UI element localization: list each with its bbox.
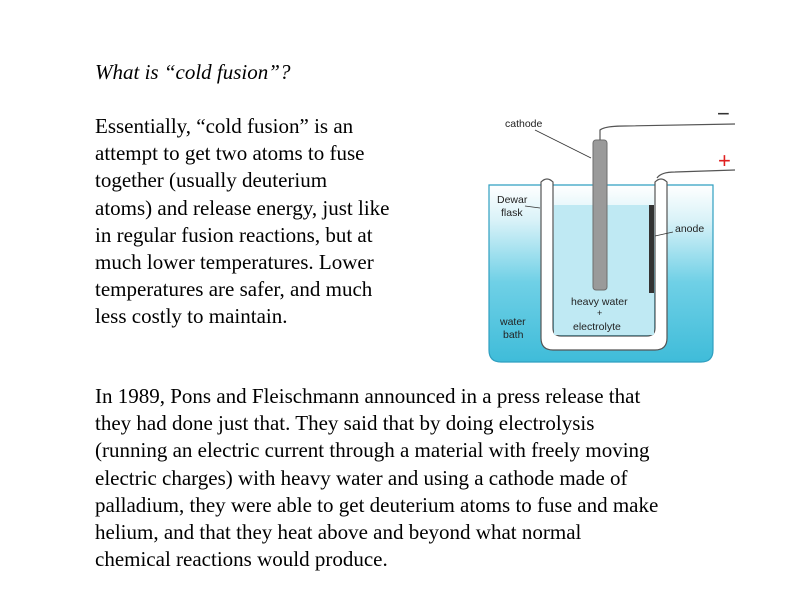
plus-sign: +	[718, 148, 731, 173]
plus-label: +	[597, 308, 603, 318]
cathode-wire	[600, 124, 735, 140]
dewar-label: Dewar	[497, 194, 528, 206]
intro-line: much lower temperatures. Lower	[95, 250, 374, 275]
body-line: helium, and that they heat above and beyond what normal	[95, 520, 582, 545]
body-line: chemical reactions would produce.	[95, 547, 388, 572]
body-line: In 1989, Pons and Fleischmann announced in a press release that	[95, 384, 641, 408]
cathode-label: cathode	[505, 118, 543, 130]
intro-line: Essentially, “cold fusion” is an	[95, 114, 354, 138]
cathode-pointer	[535, 130, 591, 158]
flask-label: flask	[501, 207, 523, 219]
intro-line: attempt to get two atoms to fuse	[95, 141, 365, 166]
intro-paragraph	[95, 113, 445, 331]
page-title: What is “cold fusion”?	[95, 60, 291, 84]
bath-label: bath	[503, 329, 524, 341]
body-paragraph	[95, 383, 775, 573]
electrolyte-label: electrolyte	[573, 321, 621, 333]
intro-line: together (usually deuterium	[95, 168, 328, 193]
minus-sign: −	[717, 101, 730, 126]
intro-line: temperatures are safer, and much	[95, 277, 373, 302]
body-line: they had done just that. They said that by doing electrolysis	[95, 411, 595, 436]
electrolysis-diagram	[485, 100, 745, 370]
intro-line: atoms) and release energy, just like	[95, 195, 390, 220]
intro-line: in regular fusion reactions, but at	[95, 222, 373, 247]
anode-strip	[649, 205, 654, 293]
intro-line: less costly to maintain.	[95, 304, 288, 329]
body-line: electric charges) with heavy water and using a cathode made of	[95, 465, 628, 490]
body-line: palladium, they were able to get deuterium atoms to fuse and make	[95, 492, 659, 517]
heavy-water-label: heavy water	[571, 296, 628, 308]
body-line: (running an electric current through a material with freely moving	[95, 438, 650, 463]
anode-label: anode	[675, 223, 705, 235]
water-label: water	[500, 316, 526, 328]
cathode-rod	[593, 140, 607, 290]
